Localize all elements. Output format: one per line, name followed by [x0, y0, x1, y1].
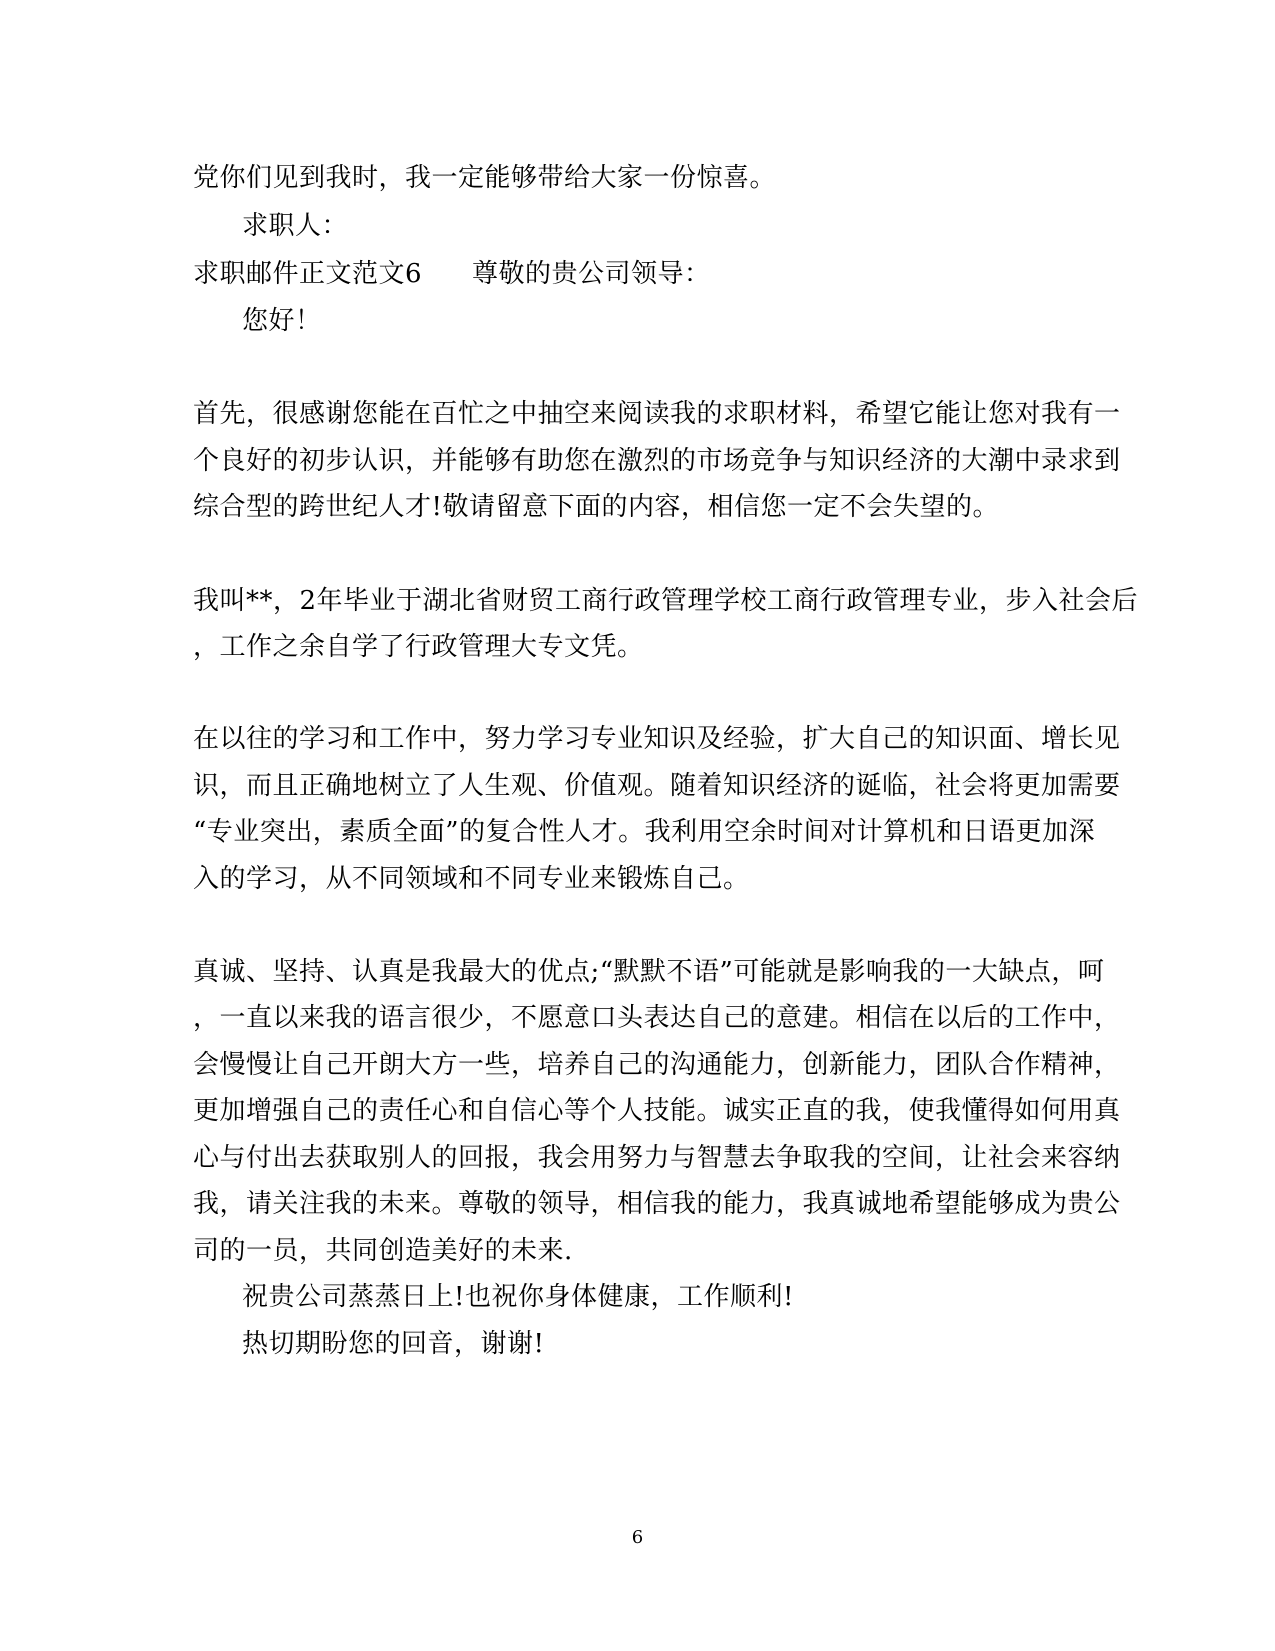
text-line: 综合型的跨世纪人才!敬请留意下面的内容，相信您一定不会失望的。 [193, 492, 999, 522]
text-line: 入的学习，从不同领域和不同专业来锻炼自己。 [193, 864, 750, 894]
greeting: 您好！ [242, 306, 322, 336]
page-number: 6 [631, 1527, 644, 1548]
text-line: 祝贵公司蒸蒸日上!也祝你身体健康，工作顺利! [242, 1282, 794, 1312]
heading-line [193, 258, 711, 290]
salutation: 尊敬的贵公司领导： [472, 259, 711, 289]
text-line: “专业突出，素质全面”的复合性人才。我利用空余时间对计算机和日语更加深 [193, 817, 1096, 847]
section-title: 求职邮件正文范文6 [193, 259, 423, 289]
text-line: 识，而且正确地树立了人生观、价值观。随着知识经济的诞临，社会将更加需要 [193, 771, 1121, 801]
text-line: ，工作之余自学了行政管理大专文凭。 [193, 632, 644, 662]
text-line: 个良好的初步认识，并能够有助您在激烈的市场竞争与知识经济的大潮中录求到 [193, 446, 1121, 476]
text-line: 热切期盼您的回音，谢谢! [242, 1329, 545, 1359]
text-line: 会慢慢让自己开朗大方一些，培养自己的沟通能力，创新能力，团队合作精神， [193, 1050, 1121, 1080]
text-line: 我叫**，2年毕业于湖北省财贸工商行政管理学校工商行政管理专业，步入社会后 [193, 586, 1139, 616]
text-line: 首先，很感谢您能在百忙之中抽空来阅读我的求职材料，希望它能让您对我有一 [193, 399, 1121, 429]
text-line: 心与付出去获取别人的回报，我会用努力与智慧去争取我的空间，让社会来容纳 [193, 1143, 1121, 1173]
text-line: 司的一员，共同创造美好的未来. [193, 1236, 573, 1266]
text-line: 我，请关注我的未来。尊敬的领导，相信我的能力，我真诚地希望能够成为贵公 [193, 1189, 1121, 1219]
text-line: 更加增强自己的责任心和自信心等个人技能。诚实正直的我，使我懂得如何用真 [193, 1096, 1121, 1126]
text-line: 在以往的学习和工作中，努力学习专业知识及经验，扩大自己的知识面、增长见 [193, 724, 1121, 754]
text-line: 真诚、坚持、认真是我最大的优点;“默默不语”可能就是影响我的一大缺点，呵 [193, 957, 1105, 987]
applicant-label: 求职人： [242, 211, 349, 241]
text-line: ，一直以来我的语言很少，不愿意口头表达自己的意建。相信在以后的工作中， [193, 1003, 1121, 1033]
text-line: 党你们见到我时，我一定能够带给大家一份惊喜。 [193, 163, 777, 193]
